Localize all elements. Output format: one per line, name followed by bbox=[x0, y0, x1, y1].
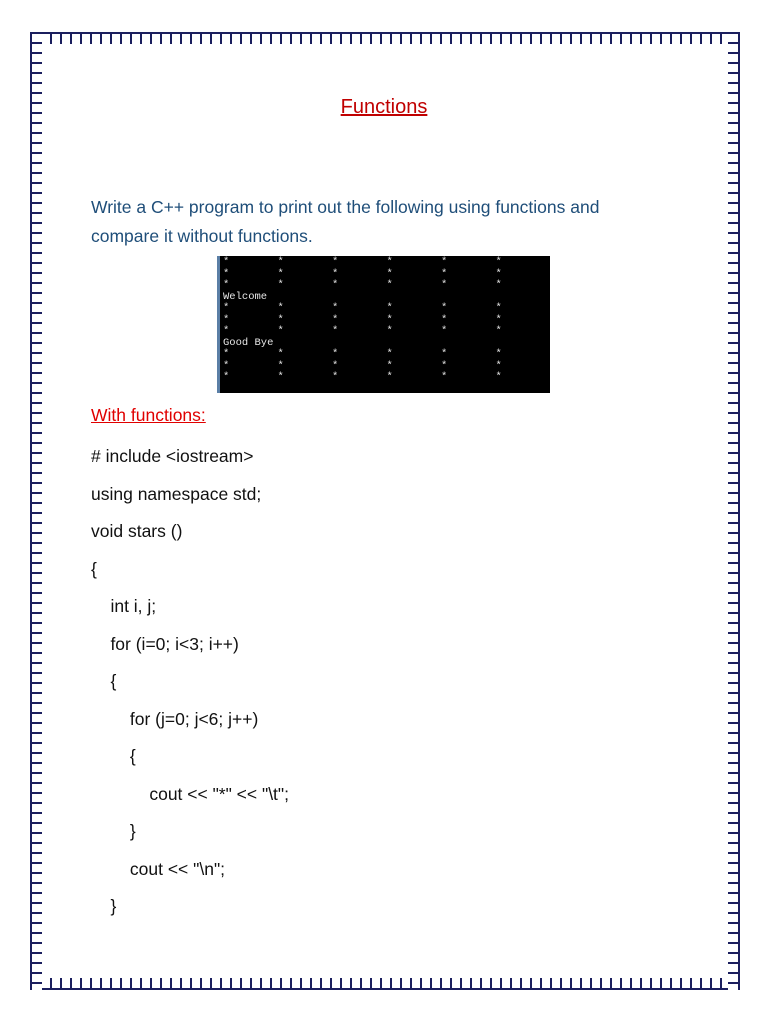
console-star: * bbox=[277, 302, 284, 314]
console-star: * bbox=[277, 279, 284, 291]
console-star: * bbox=[277, 325, 284, 337]
console-star: * bbox=[386, 267, 393, 280]
code-line: { bbox=[91, 558, 97, 579]
console-star: * bbox=[223, 302, 230, 314]
code-line: for (i=0; i<3; i++) bbox=[91, 633, 239, 654]
console-line bbox=[223, 326, 550, 338]
console-star: * bbox=[441, 313, 448, 326]
console-star: * bbox=[386, 325, 393, 337]
code-line: for (j=0; j<6; j++) bbox=[91, 708, 259, 729]
console-star: * bbox=[495, 359, 502, 372]
console-star: * bbox=[495, 256, 502, 268]
console-star: * bbox=[332, 279, 339, 291]
intro-paragraph: Write a C++ program to print out the following using functions and compare it without functions. bbox=[91, 197, 600, 246]
code-line: } bbox=[91, 896, 117, 916]
console-star: * bbox=[277, 359, 284, 372]
console-line bbox=[223, 303, 550, 315]
console-star: * bbox=[223, 348, 230, 360]
console-star: * bbox=[223, 371, 230, 383]
code-line: # include <iostream> bbox=[91, 446, 254, 466]
console-star: * bbox=[386, 302, 393, 314]
console-star: * bbox=[441, 371, 448, 383]
console-star: * bbox=[495, 371, 502, 383]
code-line: cout << "\n"; bbox=[91, 858, 226, 879]
console-star: * bbox=[332, 325, 339, 337]
page-border-left bbox=[30, 32, 42, 990]
console-star: * bbox=[441, 359, 448, 372]
page-border-bottom bbox=[30, 978, 740, 990]
console-star: * bbox=[332, 267, 339, 280]
console-text: Welcome bbox=[223, 290, 268, 303]
console-star: * bbox=[277, 313, 284, 326]
console-star: * bbox=[223, 325, 230, 337]
console-star: * bbox=[332, 302, 339, 314]
code-line: int i, j; bbox=[91, 596, 157, 616]
console-star: * bbox=[332, 359, 339, 372]
console-star: * bbox=[495, 279, 502, 291]
console-star: * bbox=[386, 371, 393, 383]
code-line: { bbox=[91, 671, 117, 691]
console-star: * bbox=[223, 359, 230, 372]
console-star: * bbox=[223, 256, 230, 268]
page-border-right bbox=[728, 32, 740, 990]
console-star: * bbox=[332, 348, 339, 360]
section-heading: With functions: bbox=[91, 405, 206, 425]
console-star: * bbox=[495, 313, 502, 326]
code-line: using namespace std; bbox=[91, 483, 262, 504]
code-line: { bbox=[91, 746, 136, 766]
console-star: * bbox=[386, 348, 393, 360]
page-title: Functions bbox=[340, 96, 428, 118]
console-star: * bbox=[441, 325, 448, 337]
console-star: * bbox=[495, 302, 502, 314]
console-star: * bbox=[223, 267, 230, 280]
console-star: * bbox=[277, 371, 284, 383]
console-star: * bbox=[386, 359, 393, 372]
console-line bbox=[223, 372, 550, 384]
code-line: cout << "*" << "\t"; bbox=[91, 783, 289, 804]
console-star: * bbox=[495, 325, 502, 337]
console-star: * bbox=[441, 348, 448, 360]
page-border-top bbox=[30, 32, 740, 44]
console-text: Good Bye bbox=[223, 336, 274, 349]
console-star: * bbox=[386, 313, 393, 326]
code-line: void stars () bbox=[91, 521, 183, 541]
console-star: * bbox=[332, 371, 339, 383]
console-star: * bbox=[441, 302, 448, 314]
console-line bbox=[223, 257, 550, 269]
console-star: * bbox=[332, 256, 339, 268]
console-star: * bbox=[495, 267, 502, 280]
console-output-screenshot bbox=[217, 256, 550, 393]
console-star: * bbox=[441, 279, 448, 291]
console-star: * bbox=[441, 267, 448, 280]
console-line bbox=[223, 349, 550, 361]
console-star: * bbox=[223, 279, 230, 291]
console-star: * bbox=[441, 256, 448, 268]
console-star: * bbox=[277, 256, 284, 268]
console-star: * bbox=[277, 348, 284, 360]
code-line: } bbox=[91, 821, 136, 841]
console-star: * bbox=[386, 256, 393, 268]
console-star: * bbox=[277, 267, 284, 280]
console-star: * bbox=[223, 313, 230, 326]
code-listing bbox=[91, 444, 289, 932]
console-star: * bbox=[332, 313, 339, 326]
console-star: * bbox=[495, 348, 502, 360]
console-line bbox=[223, 280, 550, 292]
console-star: * bbox=[386, 279, 393, 291]
